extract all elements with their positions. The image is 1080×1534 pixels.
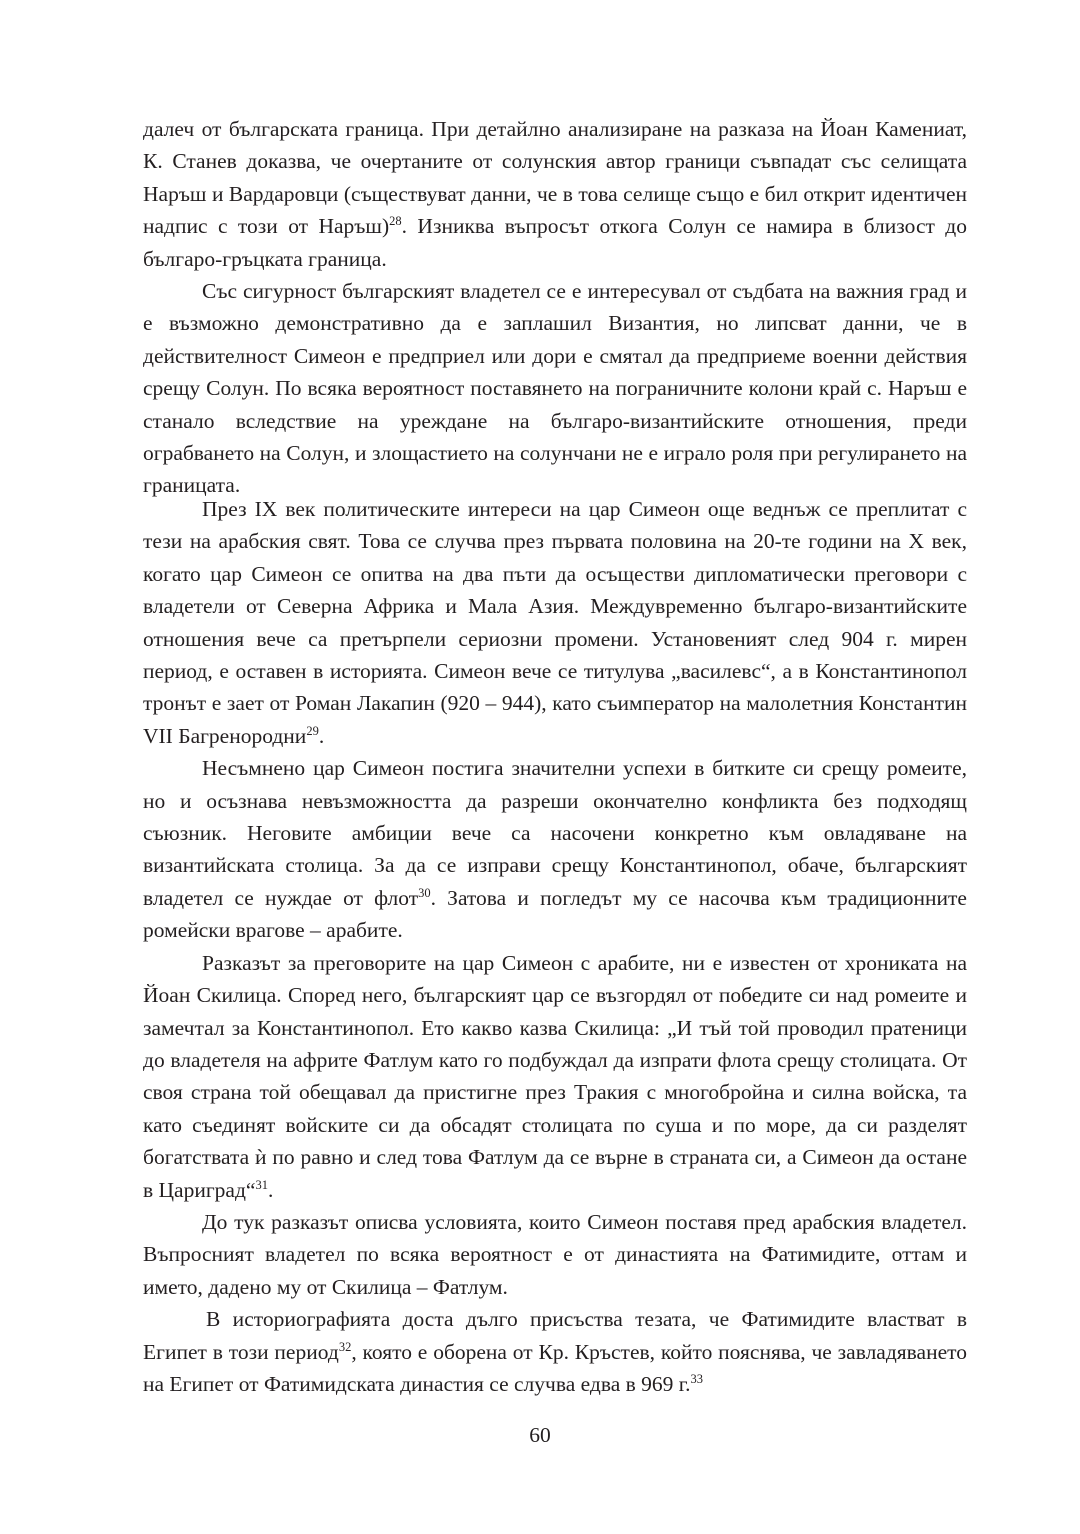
- paragraph-4: [143, 752, 967, 946]
- paragraph-2-text: Със сигурност българският владетел се е интересувал от съдбата на важния град и е възможно демонстративно да е заплашил Византия, но липсват данни, че в действителност Симеон е предприел или дори е смятал да предприеме военни действия срещу Солун. По всяка вероятност поставянето на пограничните колони край с. Наръш е станало вследствие на уреждане на българо-византийските отношения, преди ограбването на Солун, и злощастието на солунчани не е играло роля при регулирането на границата.: [143, 279, 967, 498]
- paragraph-7-text-end: , която е оборена от Кр. Кръстев, който пояснява, че завладяването на Египет от Фатимидската династия се случва едва в 969 г.: [143, 1339, 967, 1396]
- paragraph-3-text: През IX век политическите интереси на цар Симеон още веднъж се преплитат с тези на арабския свят. Това се случва през първата половина на 20-те години на X век, когато цар Симеон се опитва на два пъти да осъществи дипломатически преговори с владетели от Северна Африка и Мала Азия. Междувременно българо-византийските отношения вече са претърпели сериозни промени. Установеният след 904 г. мирен период, е оставен в историята. Симеон вече се титулува „василевс“, а в Константинопол тронът е зает от Роман Лакапин (920 – 944), като съимператор на малолетния Константин VII Багренородни: [143, 497, 967, 748]
- footnote-marker-31: 31: [255, 1177, 268, 1192]
- paragraph-3-text-end: .: [318, 723, 325, 748]
- paragraph-1-text: далеч от българската граница. При детайлно анализиране на разказа на Йоан Камениат, К. Станев доказва, че очертаните от солунския автор граници съвпадат със селищата Наръш и Вардаровци (съществуват данни, че в това селище също е бил открит идентичен надпис с този от Наръш): [143, 117, 967, 239]
- paragraph-7-text: В историографията доста дълго присъства тезата, че Фатимидите властват в Египет в този период: [143, 1307, 967, 1364]
- paragraph-4-text: Несъмнено цар Симеон постига значителни успехи в битките си срещу ромеите, но и осъзнава невъзможността да разреши окончателно конфликта без подходящ съюзник. Неговите амбиции вече са насочени конкретно към овладяване на византийската столица. За да се изправи срещу Константинопол, обаче, българският владетел се нуждае от флот: [143, 756, 967, 910]
- page-number: 60: [529, 1423, 551, 1447]
- paragraph-3: [143, 493, 967, 752]
- paragraph-5: [143, 947, 967, 1206]
- footnote-marker-32: 32: [338, 1339, 352, 1354]
- paragraph-7: [143, 1303, 967, 1400]
- footnote-marker-28: 28: [389, 214, 402, 229]
- footnote-marker-33: 33: [690, 1371, 704, 1386]
- paragraph-2: [143, 275, 967, 502]
- text-block-lower: [143, 493, 967, 1400]
- paragraph-1-text-end: . Изниква въпросът откога Солун се намира в близост до българо-гръцката граница.: [143, 214, 967, 271]
- paragraph-6-text: До тук разказът описва условията, които Симеон поставя пред арабския владетел. Въпросният владетел по всяка вероятност е от династията на Фатимидите, оттам и името, дадено му от Скилица – Фатлум.: [143, 1209, 967, 1299]
- paragraph-1: [143, 113, 967, 275]
- paragraph-4-text-end: . Затова и погледът му се насочва към традиционните ромейски врагове – арабите.: [143, 885, 967, 943]
- paragraph-5-text-end: .: [267, 1177, 274, 1202]
- text-block-upper: [143, 113, 967, 502]
- footnote-marker-30: 30: [418, 885, 431, 900]
- paragraph-6: [143, 1206, 967, 1303]
- footnote-marker-29: 29: [306, 723, 319, 738]
- paragraph-5-text: Разказът за преговорите на цар Симеон с арабите, ни е известен от хрониката на Йоан Скилица. Според него, българският цар се възгордял от победите си над ромеите и замечтал за Константинопол. Ето какво казва Скилица: „И тъй той проводил пратеници до владетеля на африте Фатлум като го подбуждал да изпрати флота срещу столицата. От своя страна той обещавал да пристигне през Тракия с многобройна и силна войска, та като съединят войските си да обсадят столицата по суша и по море, да си разделят богатствата ѝ по равно и след това Фатлум да се върне в страната си, а Симеон да остане в Цариград“: [143, 950, 967, 1202]
